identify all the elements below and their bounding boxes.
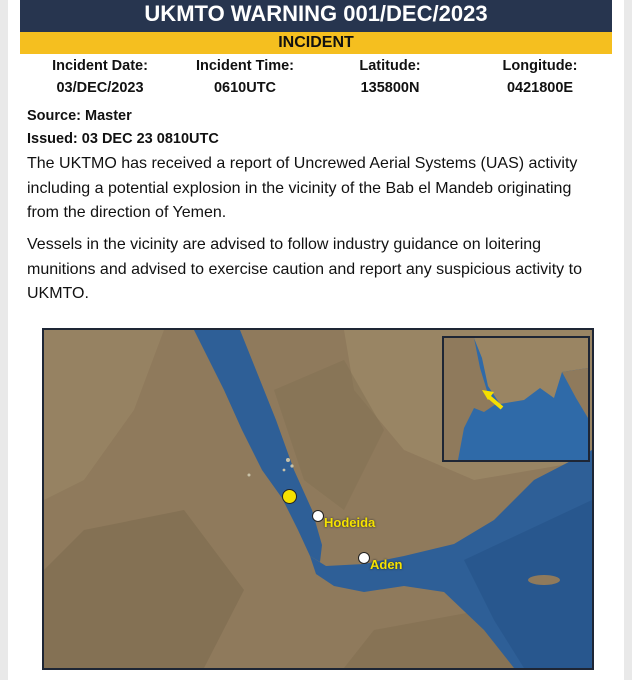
incident-date-value: 03/DEC/2023	[56, 80, 144, 96]
incident-date-block	[30, 58, 170, 96]
incident-map	[42, 328, 594, 670]
aden-marker	[358, 552, 370, 564]
latitude-value: 135800N	[360, 80, 420, 96]
island	[290, 464, 293, 467]
longitude-label: Longitude:	[502, 58, 578, 74]
incident-time-value: 0610UTC	[213, 80, 277, 96]
warning-title: UKMTO WARNING 001/DEC/2023	[20, 0, 612, 32]
island	[286, 458, 290, 462]
island	[283, 469, 286, 472]
page-edge-left	[0, 0, 8, 680]
advisory-paragraph: Vessels in the vicinity are advised to follow industry guidance on loitering munitions and advised to exercise caution and report any suspicious activity to UKMTO.	[27, 236, 582, 302]
aden-label: Aden	[370, 557, 403, 572]
longitude-value: 0421800E	[506, 80, 574, 96]
inset-overview-map	[442, 336, 590, 462]
incident-date-label: Incident Date:	[52, 58, 148, 74]
socotra-island	[528, 575, 560, 585]
incident-location-marker	[282, 489, 297, 504]
hodeida-marker	[312, 510, 324, 522]
longitude-block	[470, 58, 610, 96]
page-edge-right	[624, 0, 632, 680]
incident-time-label: Incident Time:	[195, 58, 295, 74]
incident-time-block	[175, 58, 315, 96]
island	[248, 474, 251, 477]
latitude-label: Latitude:	[359, 58, 421, 74]
latitude-block	[335, 58, 445, 96]
inset-graphic	[444, 338, 588, 460]
source-line: Source: Master	[27, 108, 132, 124]
issued-line: Issued: 03 DEC 23 0810UTC	[27, 131, 219, 147]
hodeida-label: Hodeida	[324, 515, 376, 530]
report-paragraph: The UKTMO has received a report of Uncrewed Aerial Systems (UAS) activity including a potential explosion in the vicinity of the Bab el Mandeb originating from the direction of Yemen.	[27, 155, 578, 221]
incident-banner: INCIDENT	[20, 32, 612, 54]
